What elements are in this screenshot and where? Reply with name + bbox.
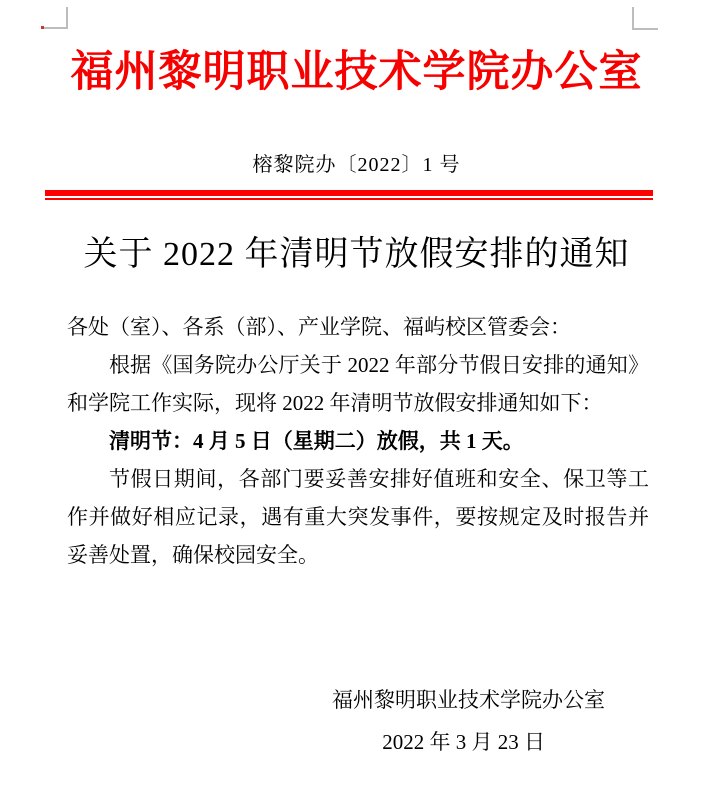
notice-body <box>67 308 649 574</box>
doc-reference-number: 榕黎院办〔2022〕1 号 <box>252 154 461 176</box>
page-corner-mark-left-vertical <box>66 7 68 29</box>
paragraph-duty-requirements: 节假日期间，各部门要妥善安排好值班和安全、保卫等工作并做好相应记录，遇有重大突发事件，要按规定及时报告并妥善处置，确保校园安全。 <box>67 467 649 567</box>
page-corner-mark-right-horizontal <box>632 28 658 30</box>
salutation-line: 各处（室）、各系（部）、产业学院、福屿校区管委会： <box>67 315 571 339</box>
red-rule-thin-line <box>45 198 653 200</box>
page-corner-mark-right-vertical <box>632 7 634 30</box>
notice-title: 关于 2022 年清明节放假安排的通知 <box>83 236 630 273</box>
red-separator-rule <box>45 190 653 200</box>
signature-organization: 福州黎明职业技术学院办公室 <box>332 688 605 712</box>
page-corner-mark-left-horizontal <box>42 27 68 29</box>
paragraph-holiday-arrangement: 清明节：4 月 5 日（星期二）放假，共 1 天。 <box>109 429 524 453</box>
masthead-org-title: 福州黎明职业技术学院办公室 <box>70 49 643 96</box>
signature-date: 2022 年 3 月 23 日 <box>382 730 545 754</box>
paragraph-basis: 根据《国务院办公厅关于 2022 年部分节假日安排的通知》和学院工作实际，现将 2022 年清明节放假安排通知如下： <box>67 353 649 415</box>
corner-red-dot <box>41 26 44 29</box>
